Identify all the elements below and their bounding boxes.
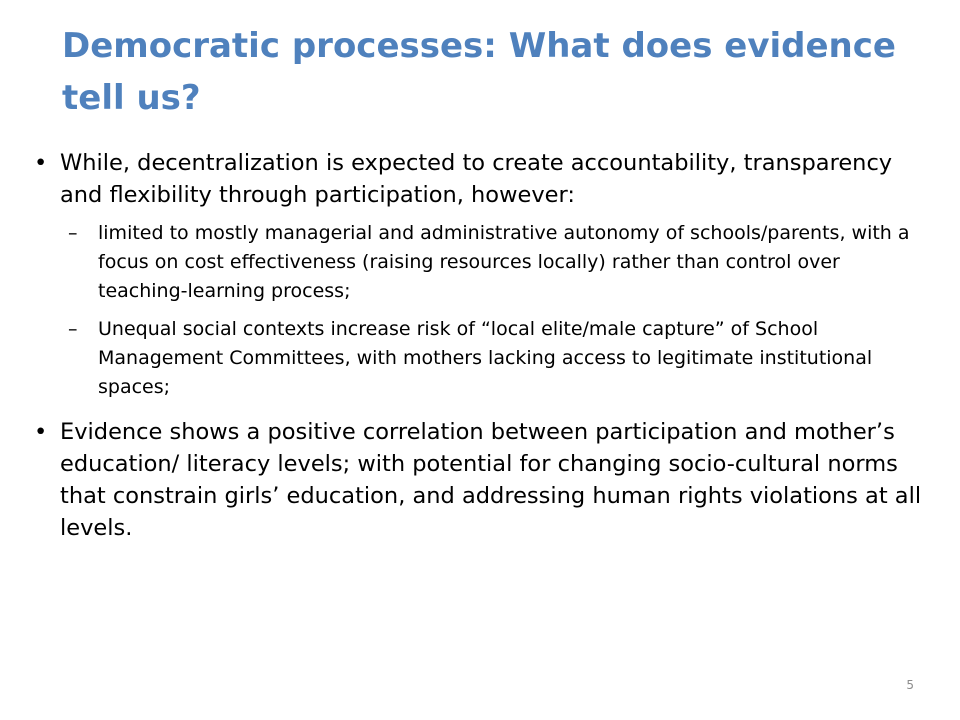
bullet-item xyxy=(34,147,934,211)
slide-title: Democratic processes: What does evidence tell us? xyxy=(62,26,896,118)
bullet-text: Evidence shows a positive correlation between participation and mother’s education/ literacy levels; with potential for changing socio-cultural norms that constrain girls’ education, and addressing human rights violations at all levels. xyxy=(60,419,922,541)
sub-bullet-text: Unequal social contexts increase risk of “local elite/male capture” of School Management Committees, with mothers lacking access to legitimate institutional spaces; xyxy=(98,318,873,398)
bullet-marker: • xyxy=(34,419,48,445)
sub-bullet-item xyxy=(34,219,934,306)
page-number: 5 xyxy=(906,678,914,692)
sub-bullet-list xyxy=(34,219,934,402)
sub-bullet-text: limited to mostly managerial and administrative autonomy of schools/parents, with a focus on cost effectiveness (raising resources locally) rather than control over teaching-learning process; xyxy=(98,222,910,302)
bullet-text: While, decentralization is expected to create accountability, transparency and flexibility through participation, however: xyxy=(60,150,893,208)
bullet-item xyxy=(34,416,934,544)
slide-body xyxy=(34,147,934,552)
sub-bullet-marker: – xyxy=(68,318,78,340)
sub-bullet-marker: – xyxy=(68,222,78,244)
bullet-marker: • xyxy=(34,150,48,176)
sub-bullet-item xyxy=(34,315,934,402)
